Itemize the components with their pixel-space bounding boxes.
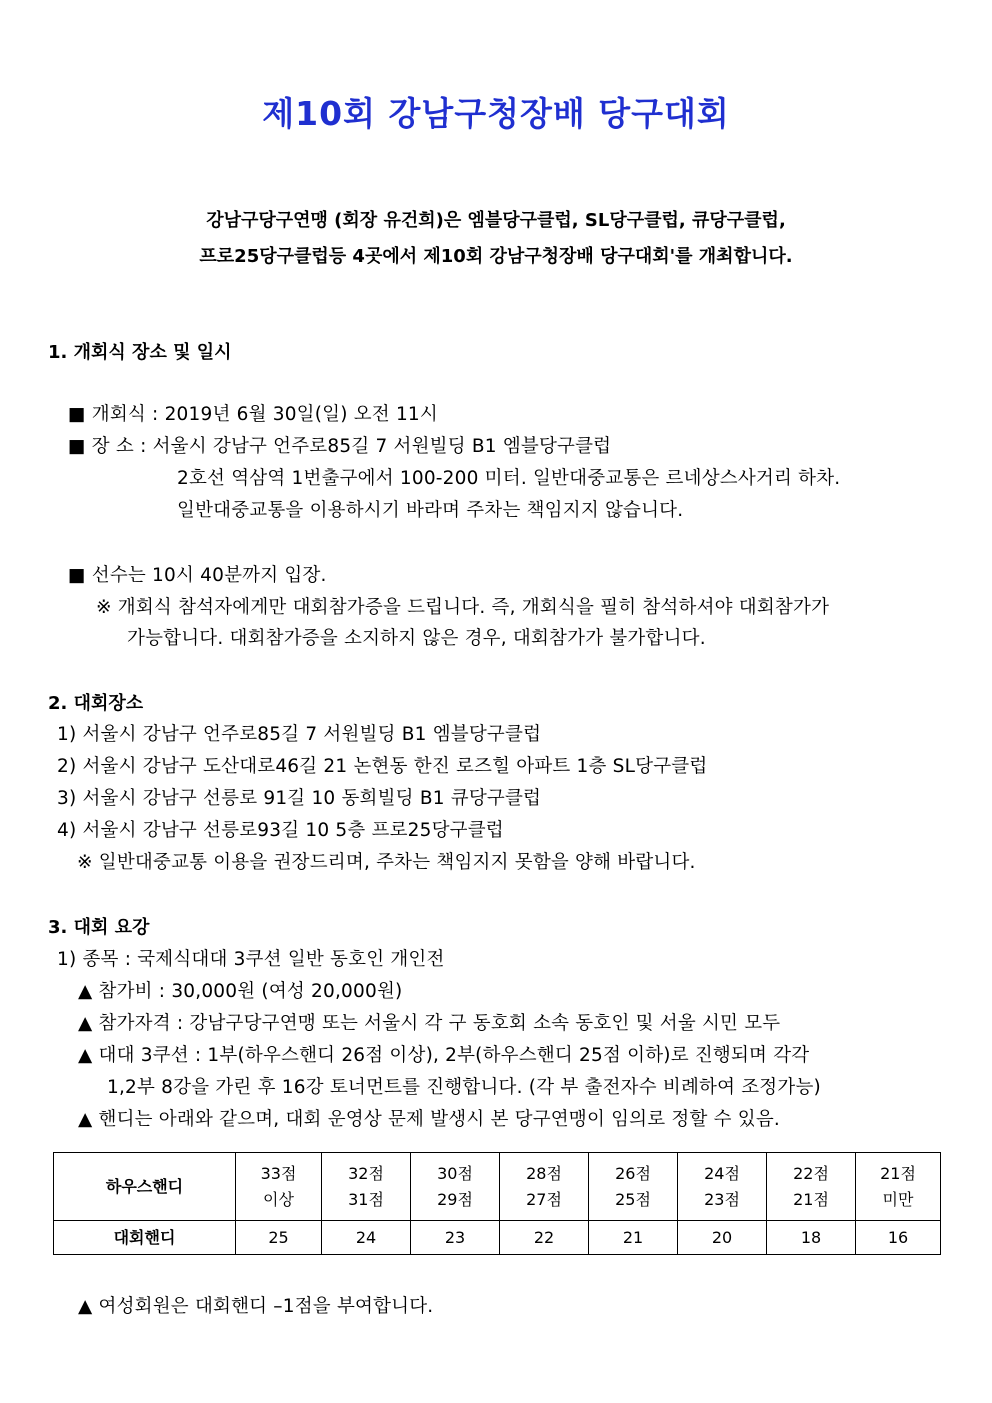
section-3-heading: 3. 대회 요강	[48, 917, 150, 938]
house-handicap-cell: 22점 21점	[767, 1153, 856, 1221]
house-handicap-cell: 21점 미만	[856, 1153, 941, 1221]
venue-1: 1) 서울시 강남구 언주로85길 7 서원빌딩 B1 엠블당구클럽	[57, 724, 542, 745]
house-handicap-cell: 32점 31점	[322, 1153, 411, 1221]
event-handicap-cell: 22	[500, 1221, 589, 1255]
handicap-table	[53, 1152, 941, 1255]
venue-note: ※ 일반대중교통 이용을 권장드리며, 주차는 책임지지 못함을 양해 바랍니다.	[77, 852, 696, 873]
tournament-info: 1,2부 8강을 가린 후 16강 토너먼트를 진행합니다. (각 부 출전자수 비례하여 조정가능)	[107, 1077, 821, 1098]
house-handicap-cell: 33점 이상	[236, 1153, 322, 1221]
house-handicap-cell: 24점 23점	[678, 1153, 767, 1221]
venue-2: 2) 서울시 강남구 도산대로46길 21 논현동 한진 로즈힐 아파트 1층 SL당구클럽	[57, 756, 708, 777]
handicap-note: ▲ 핸디는 아래와 같으며, 대회 운영상 문제 발생시 본 당구연맹이 임의로 정할 수 있음.	[78, 1109, 780, 1130]
participation-note-cont: 가능합니다. 대회참가증을 소지하지 않은 경우, 대회참가가 불가합니다.	[127, 628, 706, 649]
event-handicap-cell: 25	[236, 1221, 322, 1255]
participation-note: ※ 개회식 참석자에게만 대회참가증을 드립니다. 즉, 개회식을 필히 참석하셔야 대회참가가	[96, 597, 830, 618]
opening-place: ■ 장 소 : 서울시 강남구 언주로85길 7 서원빌딩 B1 엠블당구클럽	[68, 436, 612, 457]
house-handicap-cell: 26점 25점	[589, 1153, 678, 1221]
event-handicap-cell: 21	[589, 1221, 678, 1255]
event-type: 1) 종목 : 국제식대대 3쿠션 일반 동호인 개인전	[57, 949, 445, 970]
venue-3: 3) 서울시 강남구 선릉로 91길 10 동희빌딩 B1 큐당구클럽	[57, 788, 542, 809]
house-handicap-row	[54, 1153, 941, 1221]
section-1-heading: 1. 개회식 장소 및 일시	[48, 342, 232, 363]
event-handicap-cell: 24	[322, 1221, 411, 1255]
page-title: 제10회 강남구청장배 당구대회	[262, 94, 730, 133]
intro-line-1: 강남구당구연맹 (회장 유건희)은 엠블당구클럽, SL당구클럽, 큐당구클럽,	[206, 210, 786, 231]
event-handicap-cell: 23	[411, 1221, 500, 1255]
house-handicap-cell: 30점 29점	[411, 1153, 500, 1221]
event-handicap-row	[54, 1221, 941, 1255]
division-info: ▲ 대대 3쿠션 : 1부(하우스핸디 26점 이상), 2부(하우스핸디 25점 이하)로 진행되며 각각	[78, 1045, 810, 1066]
parking-note: 일반대중교통을 이용하시기 바라며 주차는 책임지지 않습니다.	[177, 500, 684, 521]
event-handicap-label: 대회핸디	[54, 1221, 236, 1255]
intro-line-2: 프로25당구클럽등 4곳에서 제10회 강남구청장배 당구대회'를 개최합니다.	[199, 246, 793, 267]
eligibility: ▲ 참가자격 : 강남구당구연맹 또는 서울시 각 구 동호회 소속 동호인 및 서울 시민 모두	[78, 1013, 781, 1034]
opening-time: ■ 개회식 : 2019년 6월 30일(일) 오전 11시	[68, 404, 438, 425]
entry-time: ■ 선수는 10시 40분까지 입장.	[68, 565, 327, 586]
event-handicap-cell: 20	[678, 1221, 767, 1255]
directions: 2호선 역삼역 1번출구에서 100-200 미터. 일반대중교통은 르네상스사거리 하차.	[177, 468, 841, 489]
women-bonus-note: ▲ 여성회원은 대회핸디 –1점을 부여합니다.	[78, 1296, 434, 1317]
event-handicap-cell: 16	[856, 1221, 941, 1255]
house-handicap-label: 하우스핸디	[54, 1153, 236, 1221]
house-handicap-cell: 28점 27점	[500, 1153, 589, 1221]
venue-4: 4) 서울시 강남구 선릉로93길 10 5층 프로25당구클럽	[57, 820, 504, 841]
section-2-heading: 2. 대회장소	[48, 693, 144, 714]
event-handicap-cell: 18	[767, 1221, 856, 1255]
entry-fee: ▲ 참가비 : 30,000원 (여성 20,000원)	[78, 981, 403, 1002]
